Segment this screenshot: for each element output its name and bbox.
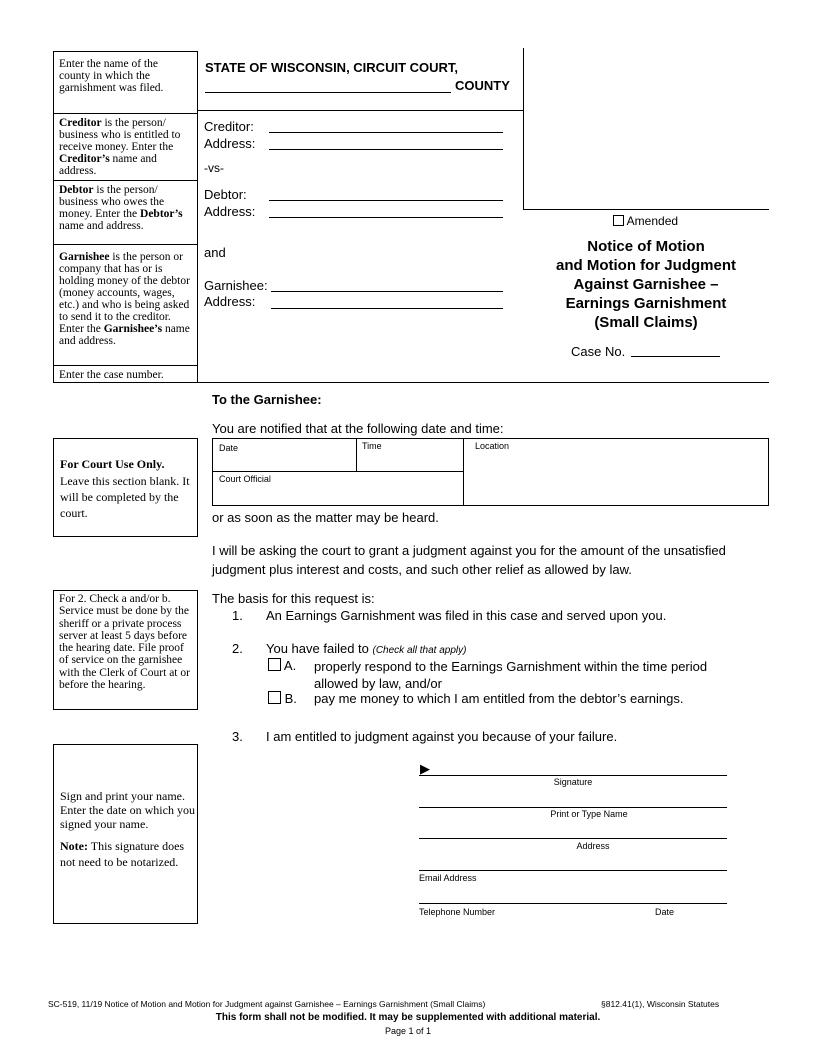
- judgment-request-text: [212, 541, 772, 579]
- option-b-text: pay me money to which I am entitled from the debtor’s earnings.: [314, 691, 684, 706]
- signature-instruction: Sign and print your name. Enter the date on which you signed your name.: [60, 789, 195, 831]
- option-a-line: properly respond to the Earnings Garnishment within the time period: [314, 659, 708, 674]
- case-number-field[interactable]: [631, 356, 720, 357]
- signature-instruction-box: [53, 744, 198, 924]
- creditor-term: Creditor: [59, 117, 102, 129]
- county-name-line[interactable]: [205, 92, 451, 93]
- sidebar-divider: [53, 244, 198, 245]
- option-b-label: B.: [284, 691, 297, 706]
- option-a-label: A.: [283, 658, 297, 673]
- option-a-text: [314, 658, 707, 692]
- and-label: and: [204, 245, 226, 260]
- creditor-instruction: [54, 115, 197, 179]
- debtor-term-possessive: Debtor’s: [140, 208, 183, 220]
- form-title-line: and Motion for Judgment: [556, 257, 736, 274]
- print-name-field[interactable]: [419, 807, 727, 808]
- sidebar-divider: [53, 180, 198, 181]
- garnishee-address-label: Address:: [204, 294, 256, 309]
- hearing-cell-divider: [356, 438, 357, 471]
- creditor-address-label: Address:: [204, 136, 256, 151]
- debtor-help-text-end: name and address.: [59, 220, 144, 232]
- county-label: COUNTY: [455, 78, 510, 93]
- item2-instruction: For 2. Check a and/or b. Service must be done by the sheriff or a private process server at least 5 days before the hearing date. File proof of service on the garnishee with the Clerk of Court at or before the hearing.: [59, 593, 190, 692]
- court-official-label: Court Official: [219, 474, 271, 484]
- hearing-location-label: Location: [475, 441, 510, 451]
- option-a-line: allowed by law, and/or: [314, 676, 442, 691]
- judgment-request-line: judgment plus interest and costs, and such other relief as allowed by law.: [212, 562, 632, 577]
- print-name-label: Print or Type Name: [550, 809, 628, 819]
- garnishee-help-text-end: name and address.: [59, 323, 190, 347]
- form-title-line: Earnings Garnishment: [565, 295, 727, 312]
- hearing-time-label: Time: [362, 441, 382, 451]
- to-garnishee-heading: To the Garnishee:: [212, 392, 322, 407]
- signature-label: Signature: [553, 777, 593, 787]
- basis-heading: The basis for this request is:: [212, 591, 375, 606]
- sidebar-divider: [53, 365, 198, 366]
- creditor-address-field[interactable]: [269, 149, 503, 150]
- option-a[interactable]: [268, 658, 296, 673]
- modification-notice: This form shall not be modified. It may be supplemented with additional material.: [215, 1012, 601, 1023]
- item3-text: I am entitled to judgment against you because of your failure.: [266, 729, 618, 744]
- hearing-cell-divider: [463, 438, 464, 506]
- as-soon-text: or as soon as the matter may be heard.: [212, 510, 439, 525]
- garnishee-term: Garnishee: [59, 251, 110, 263]
- debtor-help-text: is the person/ business who owes the money. Enter the: [59, 184, 165, 220]
- form-title-line: Against Garnishee –: [573, 276, 719, 293]
- signature-arrow-icon: ▶: [420, 761, 430, 776]
- option-b-checkbox[interactable]: [268, 691, 281, 704]
- statute-reference: §812.41(1), Wisconsin Statutes: [601, 999, 720, 1009]
- amended-checkbox[interactable]: [613, 215, 624, 226]
- garnishee-instruction: [54, 249, 197, 349]
- amended-option[interactable]: [613, 214, 678, 228]
- form-id: SC-519, 11/19 Notice of Motion and Motion for Judgment against Garnishee – Earnings Garnishment (Small Claims): [48, 999, 486, 1009]
- item1-text: An Earnings Garnishment was filed in this case and served upon you.: [266, 608, 667, 623]
- notarize-note: [60, 838, 195, 870]
- sidebar-divider: [53, 113, 198, 114]
- item3-number: 3.: [232, 729, 243, 744]
- versus-label: -vs-: [204, 161, 224, 175]
- hearing-date-label: Date: [219, 443, 239, 453]
- phone-date-field[interactable]: [419, 903, 727, 904]
- form-title: [530, 237, 762, 332]
- garnishee-name-field[interactable]: [271, 291, 503, 292]
- hearing-row-divider: [212, 471, 464, 472]
- form-title-line: (Small Claims): [594, 314, 698, 331]
- garnishee-address-field[interactable]: [271, 308, 503, 309]
- debtor-name-field[interactable]: [269, 200, 503, 201]
- creditor-name-field[interactable]: [269, 132, 503, 133]
- amended-label: Amended: [626, 214, 679, 228]
- debtor-term: Debtor: [59, 184, 94, 196]
- check-all-note: (Check all that apply): [372, 645, 467, 656]
- court-use-title: For Court Use Only.: [60, 457, 165, 471]
- address-field[interactable]: [419, 838, 727, 839]
- address-label: Address: [576, 841, 610, 851]
- debtor-address-label: Address:: [204, 204, 256, 219]
- page-number: Page 1 of 1: [384, 1026, 432, 1036]
- debtor-instruction: [54, 182, 197, 234]
- signature-field[interactable]: [419, 775, 727, 776]
- debtor-address-field[interactable]: [269, 217, 503, 218]
- item2-text: [266, 641, 466, 656]
- caption-separator: [198, 110, 524, 111]
- signed-date-label: Date: [655, 907, 675, 917]
- creditor-help-text: is the person/ business who is entitled to receive money. Enter the: [59, 117, 181, 153]
- creditor-term-possessive: Creditor’s: [59, 153, 110, 165]
- caption-right-border: [523, 48, 524, 210]
- debtor-label: Debtor:: [204, 187, 247, 202]
- case-number-label: Case No.: [571, 344, 626, 359]
- note-label: Note:: [60, 839, 88, 853]
- court-use-text: Leave this section blank. It will be completed by the court.: [60, 474, 190, 520]
- title-separator: [523, 209, 769, 210]
- option-b[interactable]: [268, 691, 297, 706]
- note-text: This signature does not need to be notarized.: [60, 839, 185, 869]
- form-title-line: Notice of Motion: [587, 238, 705, 255]
- item2-number: 2.: [232, 641, 243, 656]
- notified-text: You are notified that at the following date and time:: [212, 421, 504, 436]
- judgment-request-line: I will be asking the court to grant a judgment against you for the amount of the unsatisfied: [212, 543, 726, 558]
- garnishee-help-text: is the person or company that has or is holding money of the debtor (money accounts, wages, etc.) and who is being asked to send it to the creditor. Enter the: [59, 251, 190, 335]
- item2-lead: You have failed to: [266, 641, 373, 656]
- court-line: STATE OF WISCONSIN, CIRCUIT COURT,: [205, 60, 459, 75]
- county-instruction: Enter the name of the county in which the garnishment was filed.: [59, 58, 164, 94]
- header-bottom-rule: [198, 382, 769, 383]
- option-a-checkbox[interactable]: [268, 658, 281, 671]
- creditor-help-text-end: name and address.: [59, 153, 157, 177]
- case-number-instruction: Enter the case number.: [59, 369, 164, 381]
- garnishee-label: Garnishee:: [204, 278, 268, 293]
- item1-number: 1.: [232, 608, 243, 623]
- email-field[interactable]: [419, 870, 727, 871]
- garnishee-term-possessive: Garnishee’s: [103, 323, 163, 335]
- creditor-label: Creditor:: [204, 119, 254, 134]
- phone-label: Telephone Number: [419, 907, 496, 917]
- email-label: Email Address: [419, 873, 477, 883]
